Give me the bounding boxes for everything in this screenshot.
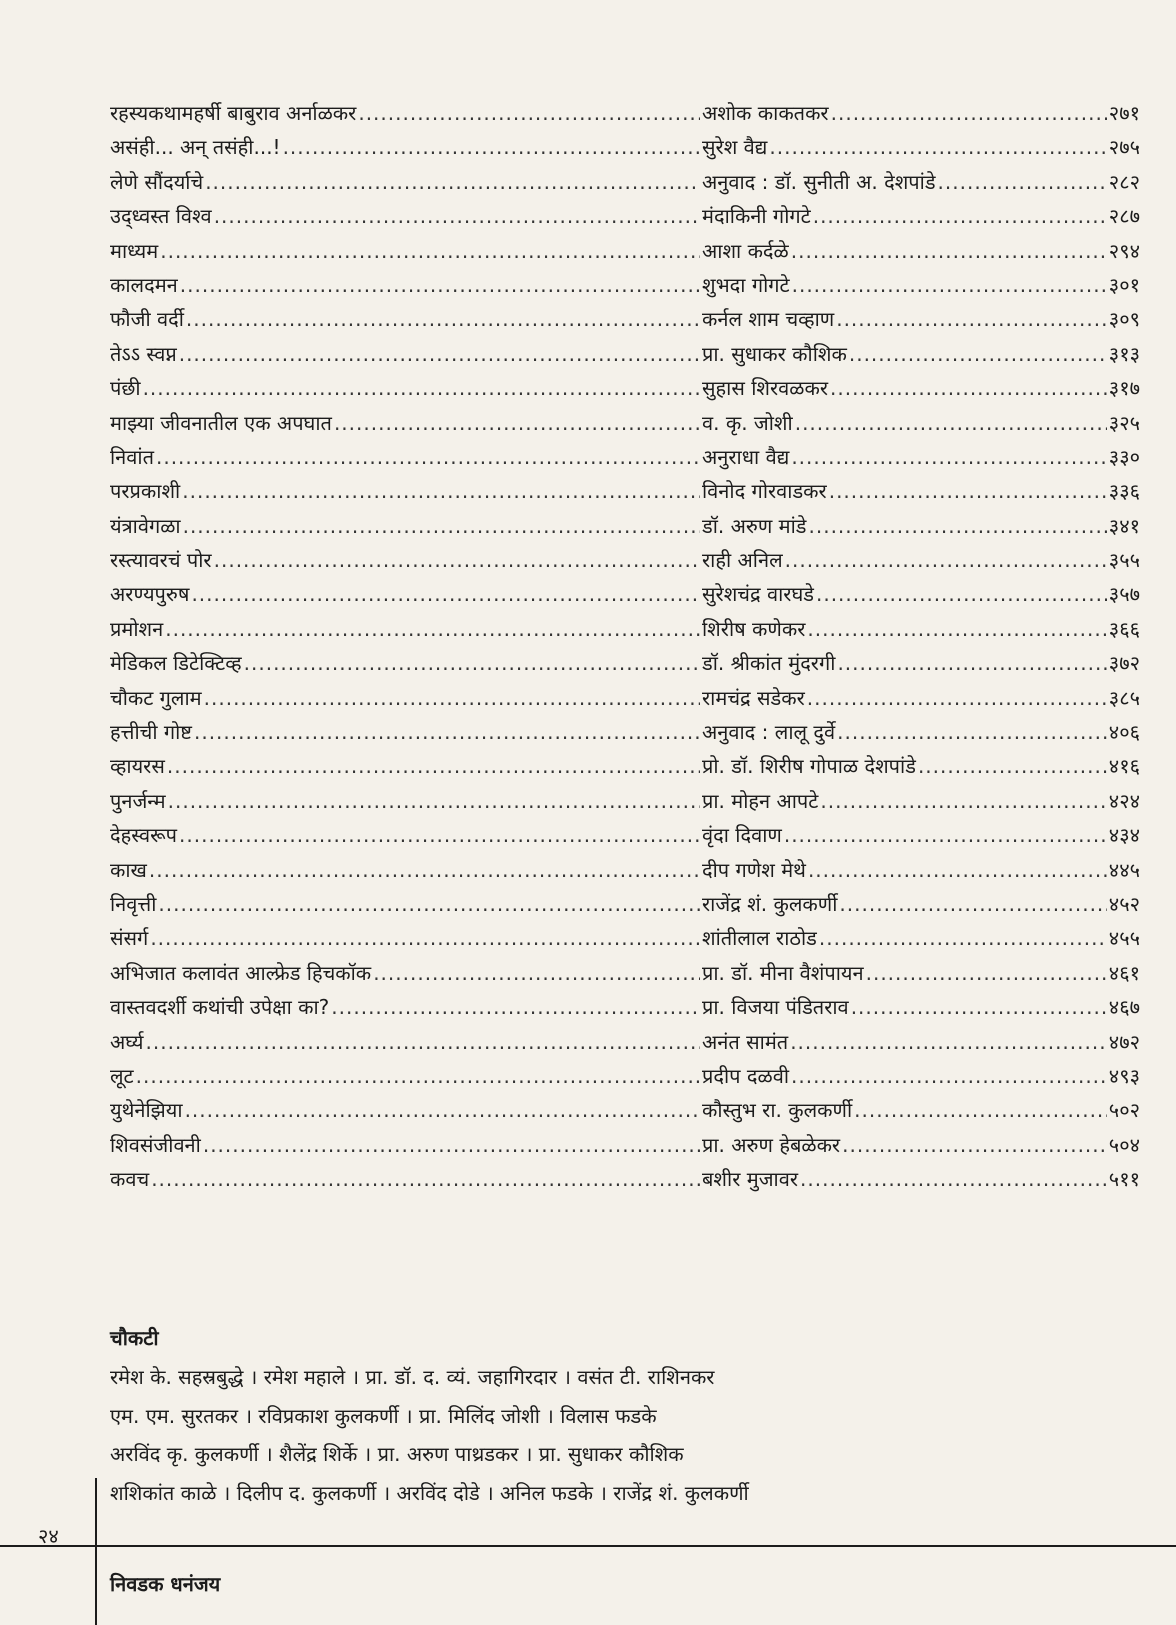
- toc-title-cell: [110, 887, 702, 921]
- toc-title-cell: [110, 853, 702, 887]
- toc-title-cell: [110, 165, 702, 199]
- toc-title: व्हायरस: [110, 754, 165, 779]
- leader-dots: [186, 302, 700, 336]
- toc-entry: [110, 1162, 1140, 1196]
- toc-entry: [110, 1128, 1140, 1162]
- toc-title-cell: [110, 1162, 702, 1196]
- leader-dots: [842, 1128, 1107, 1162]
- toc-title-cell: [110, 268, 702, 302]
- toc-title-cell: [110, 990, 702, 1024]
- toc-author: प्रा. अरुण हेबळेकर: [702, 1132, 841, 1157]
- leader-dots: [204, 681, 700, 715]
- leader-dots: [849, 337, 1107, 371]
- toc-title: अभिजात कलावंत आल्फ्रेड हिचकॉक: [110, 960, 372, 985]
- toc-author: कौस्तुभ रा. कुलकर्णी: [702, 1098, 853, 1123]
- toc-author-cell: [702, 577, 1140, 611]
- leader-dots: [790, 1025, 1107, 1059]
- toc-author: शिरीष कणेकर: [702, 616, 806, 641]
- toc-author: सुहास शिरवळकर: [702, 376, 829, 401]
- toc-title-cell: [110, 130, 702, 164]
- toc-author: प्रा. सुधाकर कौशिक: [702, 341, 847, 366]
- toc-title: निवृत्ती: [110, 891, 157, 916]
- toc-title-cell: [110, 234, 702, 268]
- leader-dots: [854, 1093, 1107, 1127]
- leader-dots: [830, 371, 1107, 405]
- toc-title-cell: [110, 956, 702, 990]
- toc-title: पुनर्जन्म: [110, 788, 166, 813]
- leader-dots: [851, 990, 1107, 1024]
- toc-title-cell: [110, 371, 702, 405]
- toc-entry: [110, 749, 1140, 783]
- toc-entry: [110, 784, 1140, 818]
- toc-author: प्रा. विजया पंडितराव: [702, 995, 849, 1020]
- toc-title-cell: [110, 921, 702, 955]
- toc-author-cell: [702, 440, 1140, 474]
- toc-entry: [110, 853, 1140, 887]
- toc-author-cell: [702, 990, 1140, 1024]
- leader-dots: [785, 543, 1107, 577]
- toc-page-number: ३८५: [1108, 685, 1140, 710]
- toc-author: प्रा. डॉ. मीना वैशंपायन: [702, 960, 864, 985]
- leader-dots: [180, 268, 700, 302]
- toc-title-cell: [110, 681, 702, 715]
- toc-entry: [110, 956, 1140, 990]
- toc-page-number: ५०२: [1108, 1098, 1140, 1123]
- toc-title: युथेनेझिया: [110, 1098, 183, 1123]
- toc-title: प्रमोशन: [110, 616, 164, 641]
- toc-title-cell: [110, 818, 702, 852]
- toc-title: रस्त्यावरचं पोर: [110, 548, 212, 573]
- toc-author: दीप गणेश मेथे: [702, 857, 806, 882]
- toc-author-cell: [702, 234, 1140, 268]
- toc-title-cell: [110, 784, 702, 818]
- toc-author: शांतीलाल राठोड: [702, 926, 817, 951]
- toc-author-cell: [702, 96, 1140, 130]
- toc-title-cell: [110, 715, 702, 749]
- toc-page-number: ४१६: [1108, 754, 1140, 779]
- leader-dots: [831, 96, 1107, 130]
- toc-author-cell: [702, 1093, 1140, 1127]
- toc-entry: [110, 646, 1140, 680]
- toc-author-cell: [702, 1025, 1140, 1059]
- toc-author: अनुवाद : लालू दुर्वे: [702, 720, 836, 745]
- toc-author: अनुराधा वैद्य: [702, 444, 790, 469]
- toc-entry: [110, 234, 1140, 268]
- leader-dots: [185, 1093, 700, 1127]
- panel-line: अरविंद कृ. कुलकर्णी । शैलेंद्र शिर्के । प्रा. अरुण पाथ्रडकर । प्रा. सुधाकर कौशिक: [110, 1442, 684, 1466]
- toc-entry: [110, 577, 1140, 611]
- toc-author-cell: [702, 681, 1140, 715]
- toc-page-number: २७१: [1108, 101, 1140, 125]
- toc-entry: [110, 406, 1140, 440]
- toc-title: लूट: [110, 1063, 134, 1088]
- toc-page-number: ४०६: [1108, 720, 1140, 745]
- toc-entry: [110, 199, 1140, 233]
- panel-line: रमेश के. सहस्रबुद्धे । रमेश महाले । प्रा. डॉ. द. व्यं. जहागिरदार । वसंत टी. राशिनकर: [110, 1365, 715, 1389]
- toc-entry: [110, 440, 1140, 474]
- toc-author: कर्नल शाम चव्हाण: [702, 307, 835, 332]
- toc-page-number: ५०४: [1108, 1132, 1140, 1157]
- toc-page-number: ३३६: [1108, 479, 1140, 504]
- toc-title: उद्ध्वस्त विश्व: [110, 204, 212, 229]
- toc-page-number: ३७२: [1108, 651, 1140, 676]
- toc-author-cell: [702, 612, 1140, 646]
- toc-page-number: ४५२: [1108, 891, 1140, 916]
- leader-dots: [179, 818, 700, 852]
- toc-title: वास्तवदर्शी कथांची उपेक्षा का?: [110, 995, 330, 1020]
- leader-dots: [807, 612, 1106, 646]
- leader-dots: [769, 130, 1106, 164]
- toc-author: वृंदा दिवाण: [702, 823, 782, 848]
- toc-title-cell: [110, 612, 702, 646]
- leader-dots: [784, 818, 1107, 852]
- toc-title: असंही... अन् तसंही...!: [110, 135, 281, 160]
- leader-dots: [813, 199, 1107, 233]
- toc-title: शिवसंजीवनी: [110, 1132, 201, 1157]
- leader-dots: [191, 577, 700, 611]
- toc-title: फौजी वर्दी: [110, 307, 184, 332]
- leader-dots: [837, 715, 1107, 749]
- toc-entry: [110, 509, 1140, 543]
- toc-title: लेणे सौंदर्याचे: [110, 169, 204, 194]
- toc-author: बशीर मुजावर: [702, 1167, 799, 1192]
- toc-title: संसर्ग: [110, 926, 149, 951]
- toc-author-cell: [702, 853, 1140, 887]
- leader-dots: [938, 165, 1107, 199]
- toc-title: पंछी: [110, 376, 141, 401]
- leader-dots: [839, 887, 1106, 921]
- toc-title: चौकट गुलाम: [110, 685, 202, 710]
- leader-dots: [179, 337, 700, 371]
- toc-author-cell: [702, 1059, 1140, 1093]
- toc-page-number: २८२: [1108, 169, 1140, 194]
- toc-entry: [110, 681, 1140, 715]
- toc-entry: [110, 818, 1140, 852]
- toc-author-cell: [702, 474, 1140, 508]
- toc-author-cell: [702, 165, 1140, 199]
- toc-page-number: ४४५: [1108, 857, 1140, 882]
- toc-author: राजेंद्र शं. कुलकर्णी: [702, 891, 838, 916]
- toc-author-cell: [702, 818, 1140, 852]
- toc-entry: [110, 337, 1140, 371]
- toc-entry: [110, 715, 1140, 749]
- toc-entry: [110, 612, 1140, 646]
- leader-dots: [214, 199, 700, 233]
- leader-dots: [150, 921, 700, 955]
- panel-members: [110, 1358, 1130, 1512]
- toc-entry: [110, 887, 1140, 921]
- toc-author: मंदाकिनी गोगटे: [702, 204, 811, 229]
- toc-title: कवच: [110, 1167, 150, 1192]
- toc-entry: [110, 96, 1140, 130]
- toc-entry: [110, 165, 1140, 199]
- leader-dots: [203, 1128, 700, 1162]
- toc-entry: [110, 474, 1140, 508]
- leader-dots: [809, 509, 1107, 543]
- toc-author-cell: [702, 749, 1140, 783]
- leader-dots: [819, 921, 1107, 955]
- leader-dots: [165, 612, 700, 646]
- leader-dots: [194, 715, 700, 749]
- toc-page-number: ३६६: [1108, 616, 1140, 641]
- toc-author: प्रो. डॉ. शिरीष गोपाळ देशपांडे: [702, 754, 916, 779]
- toc-author: प्रा. मोहन आपटे: [702, 788, 819, 813]
- panel-line: एम. एम. सुरतकर । रविप्रकाश कुलकर्णी । प्रा. मिलिंद जोशी । विलास फडके: [110, 1403, 657, 1428]
- toc-author-cell: [702, 302, 1140, 336]
- leader-dots: [791, 234, 1107, 268]
- toc-title-cell: [110, 337, 702, 371]
- toc-page-number: २९४: [1108, 238, 1140, 263]
- leader-dots: [183, 509, 700, 543]
- leader-dots: [160, 234, 700, 268]
- leader-dots: [807, 681, 1107, 715]
- leader-dots: [156, 440, 700, 474]
- toc-author: अशोक काकतकर: [702, 101, 829, 125]
- toc-title: रहस्यकथामहर्षी बाबुराव अर्नाळकर: [110, 101, 357, 125]
- toc-author: आशा कर्दळे: [702, 238, 789, 263]
- leader-dots: [816, 577, 1107, 611]
- panel-heading: चौकटी: [110, 1326, 159, 1350]
- toc-page-number: ३३०: [1108, 444, 1140, 469]
- toc-page-number: ४३४: [1108, 823, 1140, 848]
- toc-page-number: ५११: [1108, 1167, 1140, 1192]
- toc-title: काख: [110, 857, 147, 882]
- toc-entry: [110, 1025, 1140, 1059]
- toc-author-cell: [702, 406, 1140, 440]
- leader-dots: [244, 646, 700, 680]
- toc-author-cell: [702, 887, 1140, 921]
- toc-title: अर्घ्य: [110, 1029, 144, 1054]
- toc-page-number: ४७२: [1108, 1029, 1140, 1054]
- leader-dots: [358, 96, 700, 130]
- toc-entry: [110, 302, 1140, 336]
- toc-entry: [110, 371, 1140, 405]
- toc-title-cell: [110, 406, 702, 440]
- toc-author: सुरेशचंद्र वारघडे: [702, 582, 814, 607]
- toc-author-cell: [702, 337, 1140, 371]
- toc-author-cell: [702, 371, 1140, 405]
- toc-author-cell: [702, 509, 1140, 543]
- toc-title: तेऽऽ स्वप्न: [110, 341, 177, 366]
- leader-dots: [167, 749, 700, 783]
- toc-title-cell: [110, 302, 702, 336]
- footer-vertical-rule: [95, 1478, 97, 1625]
- leader-dots: [151, 1162, 700, 1196]
- toc-author: विनोद गोरवाडकर: [702, 479, 827, 504]
- leader-dots: [791, 1059, 1107, 1093]
- toc-page-number: ४६१: [1108, 960, 1140, 985]
- toc-page-number: २८७: [1108, 204, 1140, 229]
- toc-title: मेडिकल डिटेक्टिव्ह: [110, 651, 242, 676]
- toc-author: अनंत सामंत: [702, 1029, 789, 1054]
- toc-title-cell: [110, 96, 702, 130]
- toc-page-number: ३२५: [1108, 410, 1140, 435]
- toc-title: कालदमन: [110, 272, 178, 297]
- leader-dots: [331, 990, 700, 1024]
- toc-author-cell: [702, 268, 1140, 302]
- toc-title: माध्यम: [110, 238, 159, 263]
- toc-author-cell: [702, 1128, 1140, 1162]
- toc-page-number: ३०१: [1108, 272, 1140, 297]
- leader-dots: [182, 474, 700, 508]
- toc-author-cell: [702, 921, 1140, 955]
- toc-title: यंत्रावेगळा: [110, 513, 181, 538]
- toc-title-cell: [110, 474, 702, 508]
- leader-dots: [146, 1025, 700, 1059]
- toc-author-cell: [702, 199, 1140, 233]
- panel-line: शशिकांत काळे । दिलीप द. कुलकर्णी । अरविंद दोडे । अनिल फडके । राजेंद्र शं. कुलकर्णी: [110, 1480, 749, 1505]
- toc-title-cell: [110, 749, 702, 783]
- toc-author-cell: [702, 130, 1140, 164]
- leader-dots: [866, 956, 1107, 990]
- toc-page-number: ३०९: [1108, 307, 1140, 332]
- leader-dots: [800, 1162, 1107, 1196]
- leader-dots: [373, 956, 700, 990]
- toc-title-cell: [110, 509, 702, 543]
- leader-dots: [918, 749, 1107, 783]
- toc-page-number: ३४१: [1108, 513, 1140, 538]
- toc-page-number: ३१३: [1108, 341, 1140, 366]
- toc-author-cell: [702, 715, 1140, 749]
- toc-page-number: ४९३: [1108, 1063, 1140, 1088]
- toc-entry: [110, 543, 1140, 577]
- toc-entry: [110, 130, 1140, 164]
- toc-title-cell: [110, 1093, 702, 1127]
- toc-title-cell: [110, 440, 702, 474]
- toc-author: सुरेश वैद्य: [702, 135, 768, 160]
- toc-author: राही अनिल: [702, 548, 783, 573]
- table-of-contents: [110, 96, 1140, 1197]
- toc-title-cell: [110, 199, 702, 233]
- toc-author: शुभदा गोगटे: [702, 272, 790, 297]
- toc-title: अरण्यपुरुष: [110, 582, 190, 607]
- toc-author: डॉ. श्रीकांत मुंदरगी: [702, 651, 836, 676]
- toc-page-number: ४२४: [1108, 788, 1140, 813]
- toc-page-number: ४६७: [1108, 995, 1140, 1020]
- toc-entry: [110, 990, 1140, 1024]
- toc-title: हत्तीची गोष्ट: [110, 720, 192, 745]
- leader-dots: [334, 406, 700, 440]
- toc-title-cell: [110, 1128, 702, 1162]
- toc-author: डॉ. अरुण मांडे: [702, 513, 807, 538]
- leader-dots: [143, 371, 700, 405]
- leader-dots: [792, 268, 1107, 302]
- leader-dots: [158, 887, 700, 921]
- toc-title: माझ्या जीवनातील एक अपघात: [110, 410, 332, 435]
- leader-dots: [136, 1059, 700, 1093]
- book-title: निवडक धनंजय: [110, 1572, 221, 1596]
- toc-title-cell: [110, 646, 702, 680]
- toc-page-number: ३५५: [1108, 548, 1140, 573]
- leader-dots: [149, 853, 700, 887]
- toc-page-number: ३१७: [1108, 376, 1140, 401]
- leader-dots: [829, 474, 1107, 508]
- toc-author-cell: [702, 784, 1140, 818]
- footer-horizontal-rule: [0, 1545, 1176, 1547]
- leader-dots: [808, 853, 1107, 887]
- toc-title-cell: [110, 577, 702, 611]
- toc-page-number: २७५: [1108, 135, 1140, 160]
- leader-dots: [795, 406, 1107, 440]
- leader-dots: [283, 130, 700, 164]
- toc-author-cell: [702, 956, 1140, 990]
- toc-title: देहस्वरूप: [110, 823, 178, 848]
- toc-title-cell: [110, 543, 702, 577]
- toc-entry: [110, 921, 1140, 955]
- leader-dots: [168, 784, 700, 818]
- toc-author-cell: [702, 1162, 1140, 1196]
- toc-author: रामचंद्र सडेकर: [702, 685, 805, 710]
- leader-dots: [791, 440, 1106, 474]
- leader-dots: [214, 543, 700, 577]
- leader-dots: [837, 646, 1106, 680]
- toc-entry: [110, 1093, 1140, 1127]
- toc-page-number: ३५७: [1108, 582, 1140, 607]
- toc-entry: [110, 1059, 1140, 1093]
- toc-author-cell: [702, 646, 1140, 680]
- toc-author: प्रदीप दळवी: [702, 1063, 790, 1088]
- toc-author: अनुवाद : डॉ. सुनीती अ. देशपांडे: [702, 169, 936, 194]
- toc-title-cell: [110, 1025, 702, 1059]
- leader-dots: [820, 784, 1106, 818]
- leader-dots: [836, 302, 1107, 336]
- toc-title: परप्रकाशी: [110, 479, 181, 504]
- toc-author-cell: [702, 543, 1140, 577]
- toc-page-number: ४५५: [1108, 926, 1140, 951]
- toc-title-cell: [110, 1059, 702, 1093]
- leader-dots: [205, 165, 700, 199]
- toc-title: निवांत: [110, 444, 154, 469]
- toc-author: व. कृ. जोशी: [702, 410, 793, 435]
- toc-entry: [110, 268, 1140, 302]
- page-number: २४: [38, 1524, 59, 1548]
